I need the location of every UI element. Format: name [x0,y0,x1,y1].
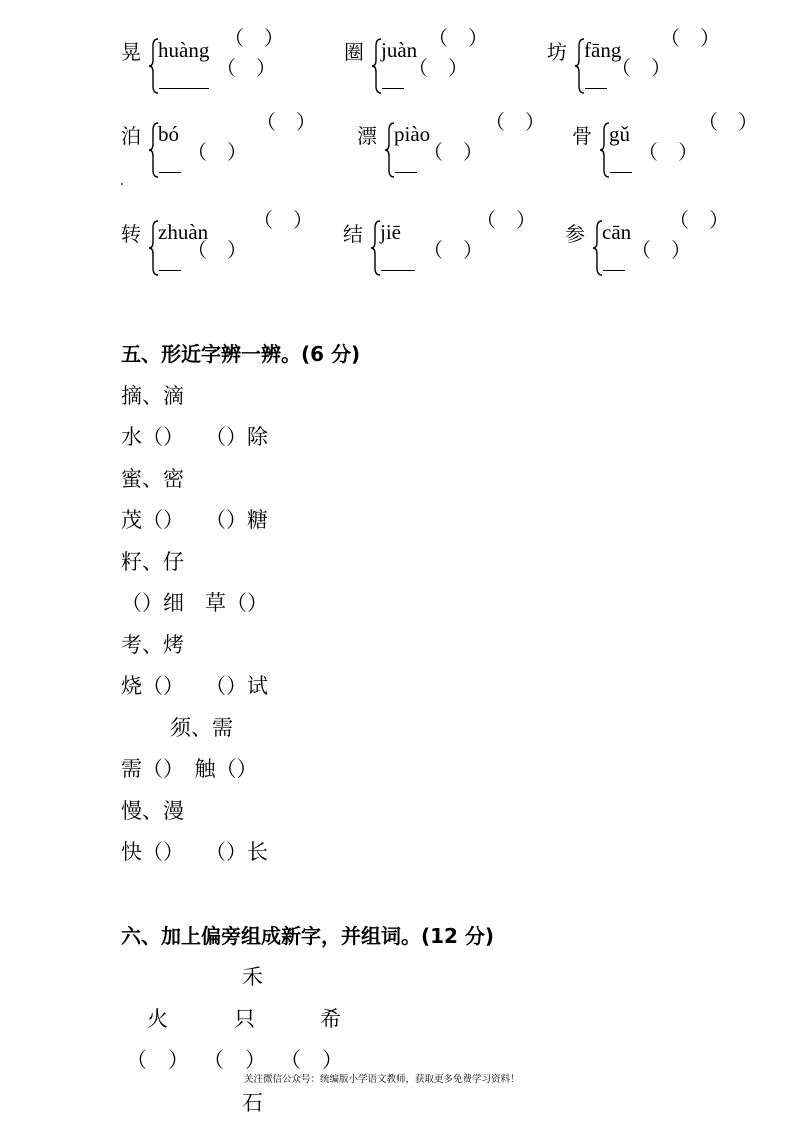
answer-blank: （ ） [187,240,247,262]
pinyin-label: zhuàn [158,220,209,244]
pinyin-label: juàn [381,38,418,62]
pinyin-label: cān [602,220,632,244]
answer-blank: （ ） [187,142,247,164]
exercise-line: 烧（） （）试 [121,674,268,698]
polyphone-char: 参 [565,222,585,246]
answer-blank: （ ） [253,210,313,232]
answer-blank: （ ） [224,28,284,50]
answer-blank: （ ） [203,1048,266,1072]
exercise-line: 需（） 触（） [121,757,258,781]
pinyin-label: fāng [584,38,622,62]
answer-blank: （ ） [638,142,698,164]
exercise-line: 水（） （）除 [121,425,268,449]
polyphone-char: 结 [343,222,363,246]
answer-line [585,88,607,89]
polyphone-char: 漂 [357,124,377,148]
section-heading: 五、形近字辨一辨。(6 分) [121,342,361,366]
answer-blank: （ ） [423,142,483,164]
answer-blank: （ ） [631,240,691,262]
exercise-line: 籽、仔 [121,550,184,574]
exercise-line: 茂（） （）糖 [121,508,268,532]
exercise-line: 考、烤 [121,633,184,657]
radical-bottom-char: 石 [242,1091,263,1115]
stray-dot [121,183,123,185]
answer-blank: （ ） [476,210,536,232]
pinyin-label: huàng [158,38,210,62]
answer-blank: （ ） [423,240,483,262]
answer-blank: （ ） [408,58,468,80]
answer-line [159,270,181,271]
answer-blank: （ ） [280,1048,343,1072]
answer-blank: （ ） [669,210,729,232]
radical-char: 只 [234,1007,255,1031]
answer-line [159,88,209,89]
exercise-line: 摘、滴 [121,384,184,408]
pinyin-label: gǔ [609,122,630,146]
answer-blank: （ ） [126,1048,189,1072]
section-heading: 六、加上偏旁组成新字，并组词。(12 分) [121,924,495,948]
polyphone-char: 转 [121,222,141,246]
answer-blank: （ ） [216,58,276,80]
polyphone-char: 泊 [121,124,141,148]
pinyin-label: piào [394,122,431,146]
answer-blank: （ ） [485,112,545,134]
exercise-line: 快（） （）长 [121,840,268,864]
pinyin-label: jiē [380,220,401,244]
radical-char: 希 [320,1007,341,1031]
answer-line [382,88,404,89]
answer-blank: （ ） [428,28,488,50]
radical-top-char: 禾 [242,965,263,989]
answer-line [381,270,415,271]
exercise-line: （）细 草（） [121,591,268,615]
polyphone-char: 坊 [547,40,567,64]
footer-note: 关注微信公众号：统编版小学语文教师，获取更多免费学习资料！ [244,1074,520,1085]
answer-blank: （ ） [256,112,316,134]
answer-blank: （ ） [611,58,671,80]
answer-blank: （ ） [660,28,720,50]
radical-char: 火 [147,1007,168,1031]
pinyin-label: bó [158,122,179,146]
answer-line [159,172,181,173]
polyphone-char: 晃 [121,40,141,64]
exercise-line: 蜜、密 [121,467,184,491]
answer-blank: （ ） [698,112,758,134]
answer-line [603,270,625,271]
exercise-line: 须、需 [170,716,233,740]
polyphone-char: 骨 [572,124,592,148]
answer-line [395,172,417,173]
polyphone-char: 圈 [344,40,364,64]
answer-line [610,172,632,173]
exercise-line: 慢、漫 [121,799,184,823]
